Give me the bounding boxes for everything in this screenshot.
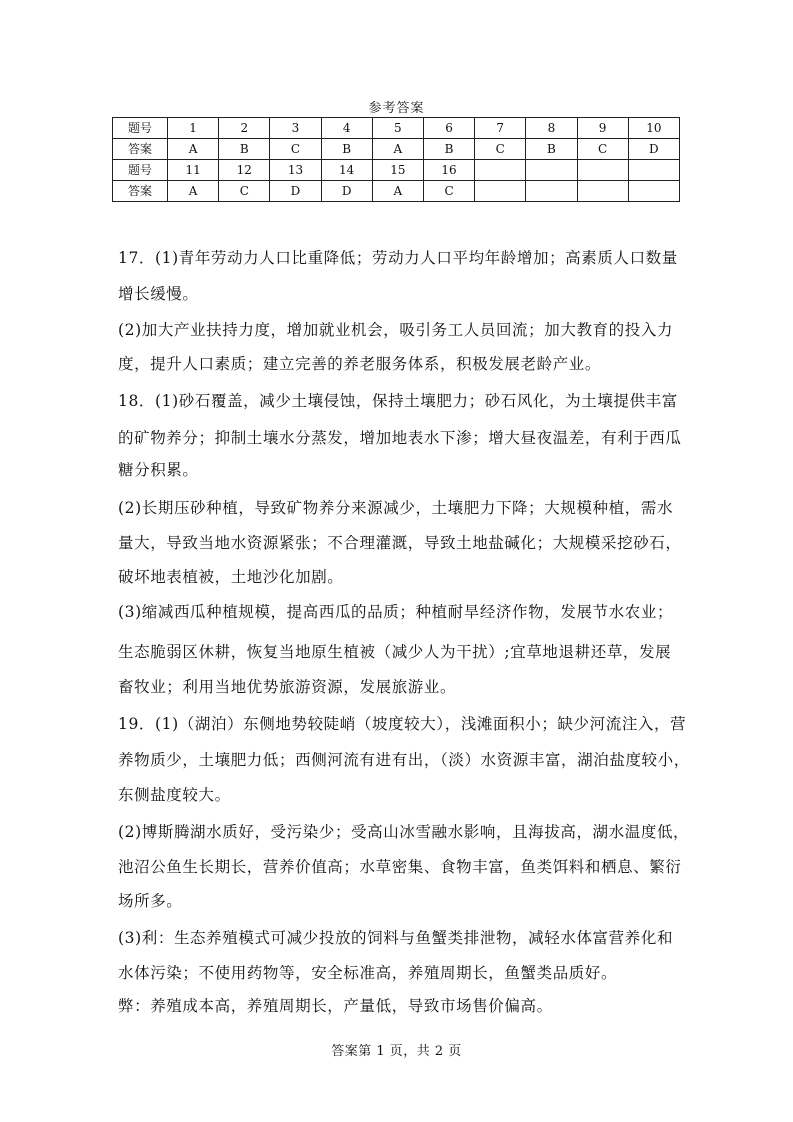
- answer-line: 场所多。: [118, 892, 183, 910]
- answer-line: 量大，导致当地水资源紧张；不合理灌溉，导致土地盐碱化；大规模采挖砂石，: [118, 534, 682, 552]
- answer-line: (2)加大产业扶持力度，增加就业机会，吸引务工人员回流；加大教育的投入力: [118, 321, 674, 339]
- table-row-label: 答案: [113, 139, 168, 160]
- answer-line: 19．(1)（湖泊）东侧地势较陡峭（坡度较大），浅滩面积小；缺少河流注入，营: [118, 715, 687, 733]
- table-row: [113, 139, 680, 160]
- table-cell: 12: [219, 160, 270, 181]
- table-cell: C: [577, 139, 628, 160]
- table-row: [113, 181, 680, 202]
- answer-line: 糖分积累。: [118, 461, 199, 479]
- answer-line: (3)利：生态养殖模式可减少投放的饲料与鱼蟹类排泄物，减轻水体富营养化和: [118, 929, 674, 947]
- answer-line: (2)长期压砂种植，导致矿物养分来源减少，土壤肥力下降；大规模种植，需水: [118, 499, 674, 517]
- answer-line: (3)缩减西瓜种植规模，提高西瓜的品质；种植耐旱经济作物，发展节水农业；: [118, 603, 674, 621]
- table-cell: 11: [168, 160, 219, 181]
- table-cell: [577, 160, 628, 181]
- answer-table: [112, 117, 680, 202]
- answer-line: 东侧盐度较大。: [118, 786, 231, 804]
- table-cell: 6: [423, 118, 474, 139]
- table-row-label: 答案: [113, 181, 168, 202]
- answer-line: (2)博斯腾湖水质好，受污染少；受高山冰雪融水影响，且海拔高，湖水温度低，: [118, 823, 690, 841]
- answer-line: 畜牧业；利用当地优势旅游资源，发展旅游业。: [118, 678, 457, 696]
- answer-line: 度，提升人口素质；建立完善的养老服务体系，积极发展老龄产业。: [118, 355, 602, 373]
- table-cell: A: [168, 181, 219, 202]
- table-cell: [475, 160, 526, 181]
- answer-line: 增长缓慢。: [118, 285, 199, 303]
- answer-line: 生态脆弱区休耕，恢复当地原生植被（减少人为干扰）;宜草地退耕还草，发展: [118, 643, 672, 661]
- answer-line: 养物质少，土壤肥力低；西侧河流有进有出，（淡）水资源丰富，湖泊盐度较小，: [118, 751, 690, 769]
- table-cell: B: [526, 139, 577, 160]
- table-cell: 2: [219, 118, 270, 139]
- answer-line: 17．(1)青年劳动力人口比重降低；劳动力人口平均年龄增加；高素质人口数量: [118, 249, 678, 267]
- table-cell: C: [270, 139, 321, 160]
- table-cell: 15: [372, 160, 423, 181]
- table-cell: D: [321, 181, 372, 202]
- table-cell: A: [168, 139, 219, 160]
- table-cell: C: [219, 181, 270, 202]
- answer-line: 破坏地表植被，土地沙化加剧。: [118, 568, 344, 586]
- answer-line: 弊：养殖成本高，养殖周期长，产量低，导致市场售价偏高。: [118, 997, 553, 1015]
- table-cell: 3: [270, 118, 321, 139]
- table-cell: B: [423, 139, 474, 160]
- table-cell: C: [423, 181, 474, 202]
- table-cell: C: [475, 139, 526, 160]
- table-cell: [475, 181, 526, 202]
- page-title: 参考答案: [368, 101, 425, 116]
- table-row: [113, 118, 680, 139]
- table-row-label: 题号: [113, 118, 168, 139]
- answer-line: 水体污染；不使用药物等，安全标准高，养殖周期长，鱼蟹类品质好。: [118, 964, 618, 982]
- table-cell: A: [372, 181, 423, 202]
- table-cell: B: [321, 139, 372, 160]
- table-cell: [577, 181, 628, 202]
- table-cell: [526, 160, 577, 181]
- answer-line: 池沼公鱼生长期长，营养价值高；水草密集、食物丰富，鱼类饵料和栖息、繁衍: [118, 858, 682, 876]
- table-cell: 5: [372, 118, 423, 139]
- table-cell: D: [628, 139, 679, 160]
- table-cell: 1: [168, 118, 219, 139]
- table-cell: 8: [526, 118, 577, 139]
- table-cell: A: [372, 139, 423, 160]
- answer-line: 的矿物养分；抑制土壤水分蒸发，增加地表水下渗；增大昼夜温差，有利于西瓜: [118, 429, 682, 447]
- table-cell: 10: [628, 118, 679, 139]
- table-cell: [526, 181, 577, 202]
- table-row: [113, 160, 680, 181]
- table-cell: 7: [475, 118, 526, 139]
- table-cell: 13: [270, 160, 321, 181]
- page-footer: 答案第 1 页，共 2 页: [331, 1044, 462, 1059]
- table-cell: 14: [321, 160, 372, 181]
- table-cell: 9: [577, 118, 628, 139]
- table-row-label: 题号: [113, 160, 168, 181]
- table-cell: D: [270, 181, 321, 202]
- table-cell: [628, 160, 679, 181]
- table-cell: [628, 181, 679, 202]
- table-cell: 16: [423, 160, 474, 181]
- answer-line: 18．(1)砂石覆盖，减少土壤侵蚀，保持土壤肥力；砂石风化，为土壤提供丰富: [118, 392, 678, 410]
- table-cell: B: [219, 139, 270, 160]
- table-cell: 4: [321, 118, 372, 139]
